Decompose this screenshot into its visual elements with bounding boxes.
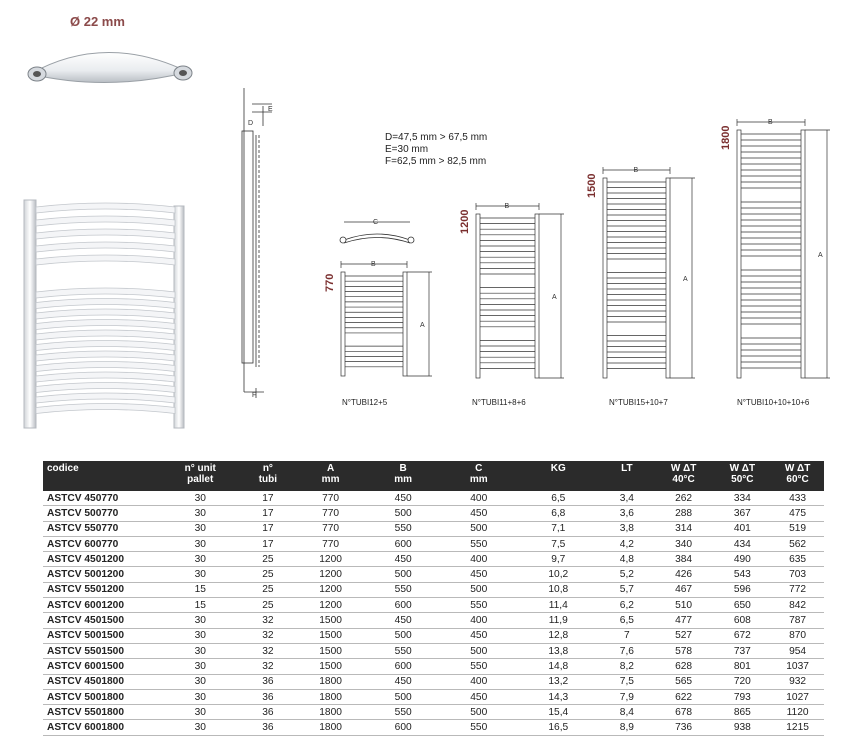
header-w-60: W ΔT 60°C xyxy=(771,461,824,491)
product-code-cell: ASTCV 6001800 xyxy=(43,720,160,735)
table-cell-kg: 11,9 xyxy=(517,613,601,628)
table-cell-a-mm: 1200 xyxy=(296,582,366,597)
table-cell-b-mm: 550 xyxy=(365,521,441,536)
table-cell-b-mm: 600 xyxy=(365,598,441,613)
product-code-cell: ASTCV 5501200 xyxy=(43,582,160,597)
header-b-mm: B mm xyxy=(365,461,441,491)
table-row xyxy=(43,536,824,551)
table-cell-a-mm: 770 xyxy=(296,521,366,536)
table-cell-b-mm: 450 xyxy=(365,552,441,567)
spec-line-f: F=62,5 mm > 82,5 mm xyxy=(385,156,487,167)
table-cell-c-mm: 450 xyxy=(441,506,517,521)
table-cell-w-60: 842 xyxy=(771,598,824,613)
table-cell-tubes: 17 xyxy=(240,506,296,521)
table-cell-lt: 5,2 xyxy=(600,567,654,582)
product-code-cell: ASTCV 4501500 xyxy=(43,613,160,628)
table-cell-b-mm: 550 xyxy=(365,643,441,658)
table-cell-w-50: 801 xyxy=(713,659,771,674)
table-cell-w-40: 736 xyxy=(654,720,714,735)
product-code-cell: ASTCV 500770 xyxy=(43,506,160,521)
table-cell-w-40: 527 xyxy=(654,628,714,643)
table-cell-kg: 16,5 xyxy=(517,720,601,735)
table-cell-lt: 7 xyxy=(600,628,654,643)
dim-f-label: F xyxy=(252,392,257,399)
table-cell-w-60: 1215 xyxy=(771,720,824,735)
product-code-cell: ASTCV 5001200 xyxy=(43,567,160,582)
dimension-spec-notes xyxy=(385,132,487,168)
product-code-cell: ASTCV 4501800 xyxy=(43,674,160,689)
table-cell-w-50: 434 xyxy=(713,536,771,551)
table-cell-w-60: 562 xyxy=(771,536,824,551)
table-cell-w-60: 433 xyxy=(771,491,824,506)
pipe-section-image xyxy=(28,52,192,82)
dim-b-label: B xyxy=(504,203,510,210)
table-cell-w-60: 787 xyxy=(771,613,824,628)
table-cell-w-50: 672 xyxy=(713,628,771,643)
table-cell-unit-pallet: 30 xyxy=(160,689,240,704)
table-cell-w-60: 635 xyxy=(771,552,824,567)
model-1800-tubes-label: N°TUBI10+10+10+6 xyxy=(737,398,810,407)
model-1500-tubes-label: N°TUBI15+10+7 xyxy=(609,398,668,407)
table-cell-tubes: 17 xyxy=(240,536,296,551)
table-row xyxy=(43,659,824,674)
table-cell-unit-pallet: 30 xyxy=(160,613,240,628)
table-cell-kg: 7,5 xyxy=(517,536,601,551)
table-cell-c-mm: 500 xyxy=(441,582,517,597)
table-cell-a-mm: 1200 xyxy=(296,567,366,582)
product-code-cell: ASTCV 5501500 xyxy=(43,643,160,658)
table-cell-c-mm: 500 xyxy=(441,643,517,658)
dim-a-label: A xyxy=(683,276,688,283)
table-cell-lt: 8,4 xyxy=(600,705,654,720)
product-code-cell: ASTCV 6001500 xyxy=(43,659,160,674)
spec-line-d: D=47,5 mm > 67,5 mm xyxy=(385,132,488,143)
table-cell-w-50: 737 xyxy=(713,643,771,658)
table-cell-a-mm: 1800 xyxy=(296,674,366,689)
table-cell-lt: 5,7 xyxy=(600,582,654,597)
table-cell-c-mm: 400 xyxy=(441,491,517,506)
table-row xyxy=(43,582,824,597)
table-cell-kg: 9,7 xyxy=(517,552,601,567)
dim-b-label: B xyxy=(768,119,773,126)
table-cell-unit-pallet: 30 xyxy=(160,536,240,551)
header-w-40: W ΔT 40°C xyxy=(654,461,714,491)
table-cell-kg: 13,2 xyxy=(517,674,601,689)
header-c-mm: C mm xyxy=(441,461,517,491)
table-cell-w-50: 865 xyxy=(713,705,771,720)
model-height-label: 1200 xyxy=(459,209,471,234)
table-cell-lt: 6,5 xyxy=(600,613,654,628)
model-drawing-1800 xyxy=(737,119,830,378)
table-cell-tubes: 17 xyxy=(240,521,296,536)
table-cell-lt: 3,6 xyxy=(600,506,654,521)
model-drawing-1200 xyxy=(476,203,564,378)
table-cell-b-mm: 500 xyxy=(365,628,441,643)
table-cell-w-60: 1120 xyxy=(771,705,824,720)
table-cell-tubes: 25 xyxy=(240,552,296,567)
table-cell-w-50: 650 xyxy=(713,598,771,613)
pipe-diameter-label: Ø 22 mm xyxy=(70,14,125,29)
table-row xyxy=(43,521,824,536)
side-profile-drawing xyxy=(242,88,272,398)
table-cell-lt: 6,2 xyxy=(600,598,654,613)
table-row xyxy=(43,567,824,582)
table-cell-w-60: 772 xyxy=(771,582,824,597)
table-cell-unit-pallet: 30 xyxy=(160,521,240,536)
table-cell-kg: 15,4 xyxy=(517,705,601,720)
table-cell-c-mm: 550 xyxy=(441,598,517,613)
table-cell-w-40: 565 xyxy=(654,674,714,689)
table-cell-c-mm: 400 xyxy=(441,674,517,689)
dim-b-label: B xyxy=(371,261,376,268)
table-cell-c-mm: 400 xyxy=(441,613,517,628)
table-row xyxy=(43,491,824,506)
table-cell-w-60: 703 xyxy=(771,567,824,582)
dim-a-label: A xyxy=(420,322,425,329)
table-cell-w-40: 477 xyxy=(654,613,714,628)
header-lt: LT xyxy=(600,461,654,491)
table-cell-w-40: 578 xyxy=(654,643,714,658)
table-cell-a-mm: 1200 xyxy=(296,598,366,613)
table-cell-kg: 6,5 xyxy=(517,491,601,506)
product-specification-table xyxy=(43,461,824,736)
table-cell-lt: 8,9 xyxy=(600,720,654,735)
table-cell-kg: 12,8 xyxy=(517,628,601,643)
table-cell-c-mm: 450 xyxy=(441,628,517,643)
header-a-mm: A mm xyxy=(296,461,366,491)
table-cell-w-50: 334 xyxy=(713,491,771,506)
table-cell-unit-pallet: 30 xyxy=(160,506,240,521)
table-cell-w-40: 678 xyxy=(654,705,714,720)
table-cell-unit-pallet: 30 xyxy=(160,720,240,735)
table-row xyxy=(43,598,824,613)
header-w-50: W ΔT 50°C xyxy=(713,461,771,491)
table-cell-tubes: 25 xyxy=(240,567,296,582)
header-kg: KG xyxy=(517,461,601,491)
table-cell-kg: 7,1 xyxy=(517,521,601,536)
table-cell-kg: 13,8 xyxy=(517,643,601,658)
radiator-product-image xyxy=(24,200,184,428)
table-row xyxy=(43,643,824,658)
table-row xyxy=(43,628,824,643)
table-cell-b-mm: 600 xyxy=(365,659,441,674)
table-cell-a-mm: 1200 xyxy=(296,552,366,567)
model-height-label: 1500 xyxy=(586,173,598,198)
table-row xyxy=(43,689,824,704)
table-cell-tubes: 36 xyxy=(240,705,296,720)
table-cell-w-50: 543 xyxy=(713,567,771,582)
table-cell-w-40: 384 xyxy=(654,552,714,567)
table-cell-a-mm: 770 xyxy=(296,491,366,506)
table-cell-b-mm: 500 xyxy=(365,689,441,704)
model-770-tubes-label: N°TUBI12+5 xyxy=(342,398,388,407)
table-cell-kg: 10,8 xyxy=(517,582,601,597)
table-cell-tubes: 32 xyxy=(240,613,296,628)
product-code-cell: ASTCV 6001200 xyxy=(43,598,160,613)
table-cell-w-40: 314 xyxy=(654,521,714,536)
product-code-cell: ASTCV 450770 xyxy=(43,491,160,506)
table-cell-kg: 6,8 xyxy=(517,506,601,521)
table-cell-w-40: 510 xyxy=(654,598,714,613)
table-cell-unit-pallet: 30 xyxy=(160,674,240,689)
table-cell-w-40: 622 xyxy=(654,689,714,704)
table-body xyxy=(43,491,824,735)
table-cell-w-50: 793 xyxy=(713,689,771,704)
product-code-cell: ASTCV 5001800 xyxy=(43,689,160,704)
table-cell-w-60: 519 xyxy=(771,521,824,536)
header-codice: codice xyxy=(43,461,160,491)
table-row xyxy=(43,552,824,567)
table-cell-unit-pallet: 30 xyxy=(160,659,240,674)
table-cell-w-60: 475 xyxy=(771,506,824,521)
table-cell-unit-pallet: 30 xyxy=(160,705,240,720)
product-code-cell: ASTCV 550770 xyxy=(43,521,160,536)
table-cell-a-mm: 1800 xyxy=(296,720,366,735)
table-cell-lt: 8,2 xyxy=(600,659,654,674)
table-cell-b-mm: 450 xyxy=(365,491,441,506)
table-cell-unit-pallet: 30 xyxy=(160,552,240,567)
table-cell-a-mm: 1800 xyxy=(296,689,366,704)
table-cell-w-60: 870 xyxy=(771,628,824,643)
table-cell-w-50: 401 xyxy=(713,521,771,536)
dim-b-label: B xyxy=(633,167,639,174)
dim-a-label: A xyxy=(552,294,557,301)
table-row xyxy=(43,674,824,689)
table-cell-unit-pallet: 30 xyxy=(160,628,240,643)
table-cell-kg: 11,4 xyxy=(517,598,601,613)
table-cell-c-mm: 500 xyxy=(441,521,517,536)
table-cell-unit-pallet: 30 xyxy=(160,643,240,658)
product-code-cell: ASTCV 5501800 xyxy=(43,705,160,720)
header-tubes: n° tubi xyxy=(240,461,296,491)
product-code-cell: ASTCV 5001500 xyxy=(43,628,160,643)
table-cell-b-mm: 600 xyxy=(365,536,441,551)
table-header-row xyxy=(43,461,824,491)
table-cell-lt: 4,8 xyxy=(600,552,654,567)
model-drawing-770 xyxy=(341,261,432,376)
spec-line-e: E=30 mm xyxy=(385,144,429,155)
table-cell-tubes: 36 xyxy=(240,674,296,689)
table-cell-w-60: 1037 xyxy=(771,659,824,674)
table-cell-unit-pallet: 15 xyxy=(160,598,240,613)
table-cell-b-mm: 450 xyxy=(365,674,441,689)
table-row xyxy=(43,613,824,628)
table-cell-a-mm: 1500 xyxy=(296,643,366,658)
table-cell-lt: 3,4 xyxy=(600,491,654,506)
table-cell-tubes: 25 xyxy=(240,598,296,613)
table-row xyxy=(43,705,824,720)
table-cell-w-50: 938 xyxy=(713,720,771,735)
table-cell-kg: 10,2 xyxy=(517,567,601,582)
table-cell-w-40: 467 xyxy=(654,582,714,597)
table-cell-b-mm: 550 xyxy=(365,705,441,720)
table-cell-tubes: 36 xyxy=(240,689,296,704)
table-cell-a-mm: 1800 xyxy=(296,705,366,720)
table-cell-unit-pallet: 30 xyxy=(160,567,240,582)
table-cell-c-mm: 550 xyxy=(441,720,517,735)
table-cell-tubes: 32 xyxy=(240,643,296,658)
table-cell-b-mm: 600 xyxy=(365,720,441,735)
table-cell-w-40: 288 xyxy=(654,506,714,521)
table-cell-a-mm: 770 xyxy=(296,536,366,551)
model-height-label: 1800 xyxy=(720,125,732,150)
table-row xyxy=(43,720,824,735)
dim-c-label: C xyxy=(373,219,379,226)
table-cell-tubes: 25 xyxy=(240,582,296,597)
table-cell-b-mm: 550 xyxy=(365,582,441,597)
table-cell-b-mm: 500 xyxy=(365,506,441,521)
table-cell-a-mm: 1500 xyxy=(296,659,366,674)
table-cell-a-mm: 1500 xyxy=(296,613,366,628)
table-cell-w-40: 340 xyxy=(654,536,714,551)
table-cell-c-mm: 550 xyxy=(441,659,517,674)
table-cell-w-60: 932 xyxy=(771,674,824,689)
table-cell-kg: 14,8 xyxy=(517,659,601,674)
table-cell-unit-pallet: 15 xyxy=(160,582,240,597)
table-cell-lt: 3,8 xyxy=(600,521,654,536)
header-unit-pallet: n° unit pallet xyxy=(160,461,240,491)
table-cell-w-40: 628 xyxy=(654,659,714,674)
dim-d-label: D xyxy=(248,120,254,127)
table-cell-lt: 7,9 xyxy=(600,689,654,704)
table-cell-w-40: 262 xyxy=(654,491,714,506)
table-cell-w-60: 954 xyxy=(771,643,824,658)
table-cell-unit-pallet: 30 xyxy=(160,491,240,506)
table-cell-a-mm: 1500 xyxy=(296,628,366,643)
table-cell-tubes: 36 xyxy=(240,720,296,735)
table-cell-w-50: 608 xyxy=(713,613,771,628)
table-cell-w-40: 426 xyxy=(654,567,714,582)
table-cell-w-60: 1027 xyxy=(771,689,824,704)
table-row xyxy=(43,506,824,521)
table-cell-c-mm: 400 xyxy=(441,552,517,567)
table-cell-c-mm: 450 xyxy=(441,689,517,704)
table-cell-w-50: 720 xyxy=(713,674,771,689)
table-cell-w-50: 367 xyxy=(713,506,771,521)
table-cell-lt: 7,5 xyxy=(600,674,654,689)
table-cell-lt: 7,6 xyxy=(600,643,654,658)
model-height-label: 770 xyxy=(324,273,336,292)
table-cell-c-mm: 550 xyxy=(441,536,517,551)
table-cell-b-mm: 500 xyxy=(365,567,441,582)
table-cell-kg: 14,3 xyxy=(517,689,601,704)
table-cell-tubes: 17 xyxy=(240,491,296,506)
product-code-cell: ASTCV 4501200 xyxy=(43,552,160,567)
table-cell-lt: 4,2 xyxy=(600,536,654,551)
table-cell-a-mm: 770 xyxy=(296,506,366,521)
model-drawing-1500 xyxy=(603,167,695,378)
table-cell-w-50: 490 xyxy=(713,552,771,567)
product-code-cell: ASTCV 600770 xyxy=(43,536,160,551)
model-1200-tubes-label: N°TUBI11+8+6 xyxy=(472,398,526,407)
table-cell-w-50: 596 xyxy=(713,582,771,597)
dim-e-label: E xyxy=(268,106,273,113)
dim-a-label: A xyxy=(818,252,823,259)
table-cell-tubes: 32 xyxy=(240,659,296,674)
table-cell-c-mm: 500 xyxy=(441,705,517,720)
table-cell-c-mm: 450 xyxy=(441,567,517,582)
table-cell-tubes: 32 xyxy=(240,628,296,643)
table-cell-b-mm: 450 xyxy=(365,613,441,628)
